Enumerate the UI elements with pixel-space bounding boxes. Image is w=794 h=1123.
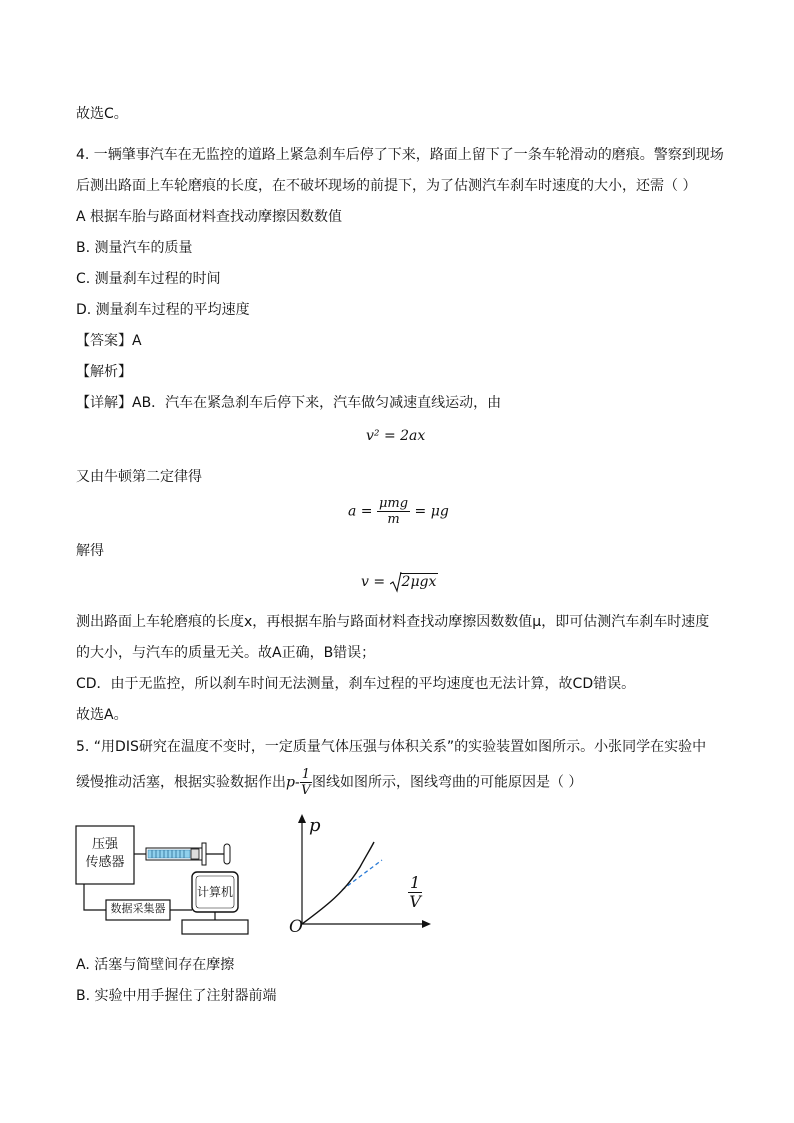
q4-detail-line3: 解得 — [76, 543, 104, 559]
curve-line — [302, 842, 374, 924]
sensor-label — [76, 836, 134, 872]
equation-1: v² = 2ax — [366, 428, 426, 444]
graph-x-label-den: V — [409, 892, 421, 911]
eq3-radicand: 2μgx — [401, 574, 437, 590]
q4-detail-line2: 又由牛顿第二定律得 — [76, 469, 202, 485]
q5-stem-line2 — [76, 767, 582, 798]
q4-detail-line1: 【详解】AB．汽车在紧急刹车后停下来，汽车做匀减速直线运动，由 — [76, 395, 502, 411]
eq2-numerator: μmg — [378, 496, 409, 511]
eq3-lhs: v = — [361, 574, 386, 590]
sensor-label-line1: 压强 — [91, 837, 118, 852]
q4-stem-line2: 后测出路面上车轮磨痕的长度，在不破坏现场的前提下，为了估测汽车刹车时速度的大小，还需（ ） — [76, 178, 697, 194]
graph-origin-label: O — [289, 917, 303, 937]
eq2-fraction — [377, 496, 410, 527]
syringe-piston — [191, 849, 199, 859]
q5-stem-line1: 5. “用DIS研究在温度不变时，一定质量气体压强与体积关系”的实验装置如图所示。小张同学在实验中 — [76, 739, 707, 755]
q5-stem-frac-den: V — [301, 783, 311, 798]
q4-option-a: A 根据车胎与路面材料查找动摩擦因数数值 — [76, 209, 343, 225]
q4-detail-line5: 的大小，与汽车的质量无关。故A正确，B错误； — [76, 645, 376, 661]
x-axis-arrow — [422, 920, 431, 928]
q5-option-b: B. 实验中用手握住了注射器前端 — [76, 988, 277, 1004]
graph-y-label: p — [309, 815, 321, 836]
plunger-handle — [224, 844, 230, 864]
computer-base — [182, 920, 248, 934]
sqrt-sign — [390, 571, 402, 593]
answer-value: A — [132, 333, 142, 349]
q4-conclusion: 故选A。 — [76, 707, 128, 723]
q4-answer — [76, 331, 142, 351]
q5-stem-frac-num: 1 — [301, 767, 310, 782]
q4-analysis-label: 【解析】 — [76, 364, 132, 380]
q5-stem-line2-pre: 缓慢推动活塞，根据实验数据作出 — [76, 774, 286, 791]
graph-x-label — [408, 874, 422, 911]
equation-2 — [348, 496, 449, 527]
q4-option-c: C. 测量刹车过程的时间 — [76, 271, 221, 287]
eq2-rhs: = μg — [414, 503, 449, 520]
q5-option-a: A. 活塞与简壁间存在摩擦 — [76, 957, 235, 973]
collector-label: 数据采集器 — [110, 902, 166, 915]
q5-stem-fraction — [300, 767, 312, 798]
sensor-label-line2: 传感器 — [85, 855, 125, 870]
q5-stem-line2-post: 图线如图所示，图线弯曲的可能原因是（ ） — [311, 774, 583, 791]
computer-label: 计算机 — [196, 885, 233, 899]
sqrt-expression — [390, 574, 439, 590]
q5-stem-p: p- — [286, 774, 300, 791]
q4-option-b: B. 测量汽车的质量 — [76, 240, 193, 256]
eq2-denominator: m — [387, 512, 400, 527]
answer-label: 【答案】 — [76, 333, 132, 349]
q4-detail-line4: 测出路面上车轮磨痕的长度x，再根据车胎与路面材料查找动摩擦因数数值μ，即可估测汽车刹车时速度 — [76, 614, 710, 630]
q4-detail-line6: CD．由于无监控，所以刹车时间无法测量，刹车过程的平均速度也无法计算，故CD错误。 — [76, 676, 636, 692]
prev-conclusion: 故选C。 — [76, 106, 128, 122]
q4-option-d: D. 测量刹车过程的平均速度 — [76, 302, 250, 318]
q4-stem-line1: 4. 一辆肇事汽车在无监控的道路上紧急刹车后停了下来，路面上留下了一条车轮滑动的磨痕。警察到现场 — [76, 147, 724, 163]
graph-x-label-num: 1 — [410, 873, 421, 892]
y-axis-arrow — [298, 814, 306, 823]
eq2-lhs: a = — [348, 503, 373, 520]
equation-3 — [361, 574, 438, 590]
